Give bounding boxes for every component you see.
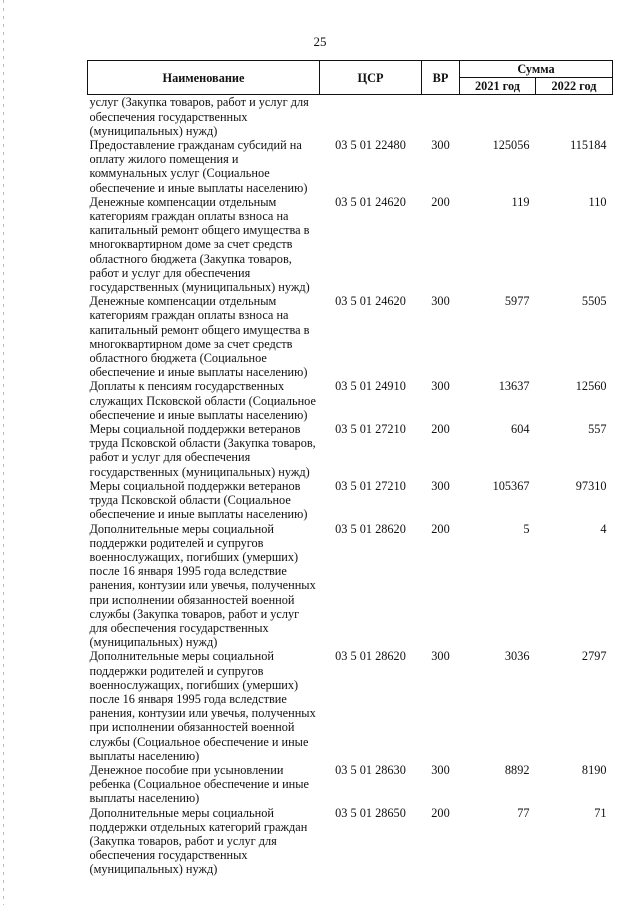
row-vr: 300 <box>431 379 450 394</box>
row-2022: 97310 <box>575 478 607 493</box>
row-name: Доплаты к пенсиям государственных служащих Псковской области (Социальное обеспечение и иные выплаты населению) <box>89 379 316 422</box>
row-csr: 03 5 01 28620 <box>335 521 406 536</box>
row-2021: 8892 <box>504 762 530 777</box>
table-row <box>88 422 613 479</box>
row-2022 <box>536 95 613 138</box>
row-2022: 4 <box>600 521 607 536</box>
table-body <box>88 95 613 877</box>
row-2021: 3036 <box>504 649 530 664</box>
table-row <box>88 806 613 877</box>
row-2022: 5505 <box>581 294 607 309</box>
row-name: Меры социальной поддержки ветеранов труда Псковской области (Социальное обеспечение и иные выплаты населению) <box>89 478 308 522</box>
table-row <box>88 763 613 806</box>
row-2021: 119 <box>511 194 530 209</box>
row-csr <box>320 95 422 138</box>
row-csr: 03 5 01 24620 <box>335 294 406 309</box>
header-year-2021: 2021 год <box>460 78 536 95</box>
table-row <box>88 379 613 422</box>
header-csr: ЦСР <box>320 61 422 95</box>
row-csr: 03 5 01 27210 <box>335 478 406 493</box>
row-vr: 300 <box>431 138 450 153</box>
budget-table <box>87 60 613 877</box>
header-year-2022: 2022 год <box>536 78 613 95</box>
row-2022: 8190 <box>581 762 607 777</box>
header-vr: ВР <box>422 61 460 95</box>
row-2021: 125056 <box>492 138 530 153</box>
row-vr: 300 <box>431 478 450 493</box>
table-row <box>88 95 613 138</box>
header-name: Наименование <box>88 61 320 95</box>
row-vr: 200 <box>431 422 450 437</box>
header-sum: Сумма <box>460 61 613 78</box>
row-vr: 200 <box>431 521 450 536</box>
row-2021 <box>460 95 536 138</box>
row-2021: 77 <box>517 805 530 820</box>
row-name: Меры социальной поддержки ветеранов труда Псковской области (Закупка товаров, работ и услуг для обеспечения государственных (муниципальных) нужд) <box>89 422 316 479</box>
row-2022: 71 <box>594 805 607 820</box>
row-2021: 5 <box>523 521 530 536</box>
row-2022: 557 <box>588 422 607 437</box>
row-vr: 200 <box>431 194 450 209</box>
row-csr: 03 5 01 22480 <box>335 138 406 153</box>
table-row <box>88 649 613 763</box>
row-2022: 110 <box>588 194 607 209</box>
row-2021: 604 <box>511 422 530 437</box>
table-row <box>88 294 613 379</box>
row-name: Денежные компенсации отдельным категориям граждан оплаты взноса на капитальный ремонт общего имущества в многоквартирном доме за счет средств областного бюджета (Закупка товаров, работ и услуг для обеспечения государственных (муниципальных) нужд) <box>89 194 310 295</box>
row-csr: 03 5 01 24620 <box>335 194 406 209</box>
row-name: Дополнительные меры социальной поддержки отдельных категорий граждан (Закупка товаров, работ и услуг для обеспечения государственных (муниципальных) нужд) <box>89 805 308 877</box>
table-row <box>88 195 613 294</box>
row-2022: 2797 <box>581 649 607 664</box>
row-csr: 03 5 01 28630 <box>335 762 406 777</box>
page-number: 25 <box>313 34 327 49</box>
row-vr: 300 <box>431 294 450 309</box>
row-vr: 300 <box>431 649 450 664</box>
row-csr: 03 5 01 27210 <box>335 422 406 437</box>
row-name: Предоставление гражданам субсидий на оплату жилого помещения и коммунальных услуг (Социальное обеспечение и иные выплаты населению) <box>89 138 308 195</box>
row-name: услуг (Закупка товаров, работ и услуг для обеспечения государственных (муниципальных) нужд) <box>89 95 309 138</box>
row-2021: 105367 <box>492 478 530 493</box>
row-2021: 5977 <box>504 294 530 309</box>
table-header <box>88 61 613 95</box>
row-name: Денежные компенсации отдельным категориям граждан оплаты взноса на капитальный ремонт общего имущества в многоквартирном доме за счет средств областного бюджета (Социальное обеспечение и иные выплаты населению) <box>89 294 310 380</box>
row-name: Денежное пособие при усыновлении ребенка (Социальное обеспечение и иные выплаты населению) <box>89 762 309 806</box>
table-row <box>88 522 613 650</box>
row-name: Дополнительные меры социальной поддержки родителей и супругов военнослужащих, погибших (умерших) после 16 января 1995 года вследствие ранения, контузии или увечья, полученных при исполнении обязанностей военной службы (Закупка товаров, работ и услуг для обеспечения государственных (муниципальных) нужд) <box>89 521 316 650</box>
row-vr: 200 <box>431 805 450 820</box>
table-row <box>88 138 613 195</box>
row-2021: 13637 <box>498 379 530 394</box>
row-vr: 300 <box>431 762 450 777</box>
row-2022: 115184 <box>570 138 607 153</box>
page-edge-marks <box>3 0 4 905</box>
table-row <box>88 479 613 522</box>
row-csr: 03 5 01 28650 <box>335 805 406 820</box>
row-csr: 03 5 01 28620 <box>335 649 406 664</box>
row-name: Дополнительные меры социальной поддержки родителей и супругов военнослужащих, погибших (умерших) после 16 января 1995 года вследствие ранения, контузии или увечья, полученных при исполнении обязанностей военной службы (Социальное обеспечение и иные выплаты населению) <box>89 649 316 763</box>
row-2022: 12560 <box>575 379 607 394</box>
row-vr <box>422 95 460 138</box>
row-csr: 03 5 01 24910 <box>335 379 406 394</box>
